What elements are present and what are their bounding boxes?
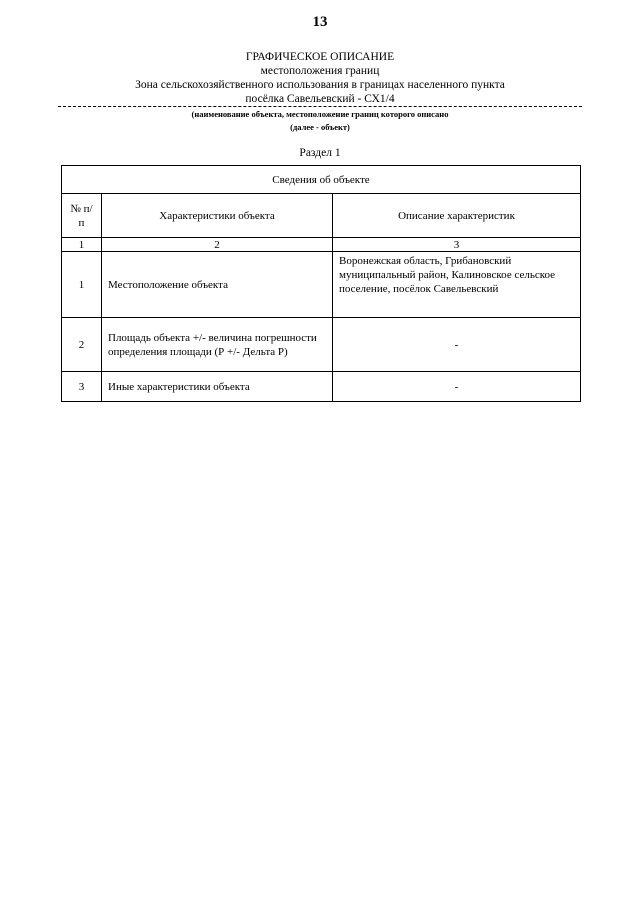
row-characteristic: Площадь объекта +/- величина погрешности определения площади (Р +/- Дельта Р) [102,318,333,372]
table-row [62,372,581,402]
table-caption: Сведения об объекте [62,166,581,194]
title-block [60,50,580,159]
index-2: 2 [102,238,333,252]
header-description: Описание характеристик [333,194,581,238]
page-number: 13 [312,14,328,30]
document-subtitle: местоположения границ [260,65,380,77]
section-title: Раздел 1 [299,147,341,159]
header-characteristic: Характеристики объекта [102,194,333,238]
row-description: - [333,372,581,402]
row-number: 1 [62,252,102,318]
object-name: посёлка Савельевский - СХ1/4 [58,92,582,107]
row-characteristic: Иные характеристики объекта [102,372,333,402]
row-characteristic: Местоположение объекта [102,252,333,318]
table-row [62,318,581,372]
table-row [62,252,581,318]
row-number: 3 [62,372,102,402]
index-1: 1 [62,238,102,252]
table-index-row [62,238,581,252]
row-number: 2 [62,318,102,372]
header-number: № п/п [62,194,102,238]
table-header-row [62,194,581,238]
zone-description: Зона сельскохозяйственного использования в границах населенного пункта [135,79,505,91]
object-caption-2: (далее - объект) [290,122,350,132]
object-info-table [61,165,581,402]
document-title: ГРАФИЧЕСКОЕ ОПИСАНИЕ [245,51,395,63]
object-caption-1: (наименование объекта, местоположение границ которого описано [191,109,449,119]
row-description: Воронежская область, Грибановский муниципальный район, Калиновское сельское поселение, посёлок Савельевский [333,252,581,318]
index-3: 3 [333,238,581,252]
row-description: - [333,318,581,372]
table-caption-row [62,166,581,194]
